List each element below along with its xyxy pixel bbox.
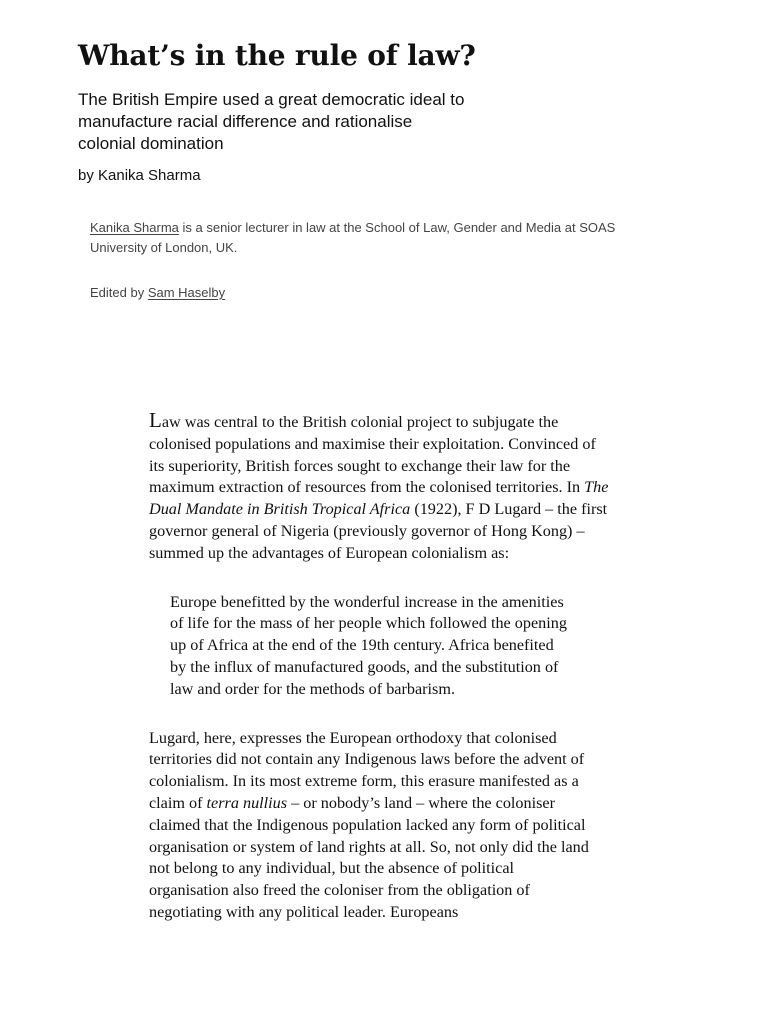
author-name-link[interactable]: Kanika Sharma: [90, 220, 179, 235]
author-bio: [90, 218, 650, 258]
article-paragraph-2: [149, 728, 589, 924]
paragraph-1-text-b: (1922), F D Lugard – the first governor general of Nigeria (previously governor of Hong Kong) – summed up the advantages of European colonialism as:: [149, 500, 608, 562]
article-header: [78, 38, 678, 186]
block-quote: Europe benefitted by the wonderful increase in the amenities of life for the mass of her people which followed the opening up of Africa at the end of the 19th century. Africa benefited by the influx of manufactured goods, and the substitution of law and order for the methods of barbarism.: [170, 592, 567, 698]
article-meta: [90, 218, 650, 303]
article-title: What’s in the rule of law?: [78, 39, 476, 72]
editor-name-link[interactable]: Sam Haselby: [147, 285, 226, 300]
edited-by-label: Edited by: [90, 285, 148, 300]
editor-credit: [90, 283, 650, 303]
drop-cap: L: [149, 408, 162, 432]
paragraph-2-text-b: – or nobody’s land – where the coloniser claimed that the Indigenous population lacked any form of political organisation or system of land rights at all. So, not only did the land not belong to any individual, but the absence of political organisation also freed the coloniser from the obligation of negotiating with any political leader. Europeans: [149, 793, 589, 921]
article-paragraph-1: [149, 410, 609, 565]
paragraph-1-text-a: aw was central to the British colonial project to subjugate the colonised populations and maximise their exploitation. Convinced of its superiority, British forces sought to exchange their law for the maximum extraction of resources from the colonised territories. In: [149, 413, 596, 497]
article-body: [149, 410, 609, 924]
author-bio-text: is a senior lecturer in law at the School of Law, Gender and Media at SOAS University of London, UK.: [90, 220, 616, 255]
article-standfirst: The British Empire used a great democratic ideal to manufacture racial difference and rationalise colonial domination: [78, 90, 465, 153]
book-title: The Dual Mandate in British Tropical Africa: [149, 478, 609, 519]
paragraph-2-text-a: Lugard, here, expresses the European orthodoxy that colonised territories did not contain any Indigenous laws before the advent of colonialism. In its most extreme form, this erasure manifested as a claim of: [149, 728, 585, 812]
article-byline: by Kanika Sharma: [78, 167, 201, 184]
terra-nullius-term: terra nullius: [206, 793, 288, 812]
